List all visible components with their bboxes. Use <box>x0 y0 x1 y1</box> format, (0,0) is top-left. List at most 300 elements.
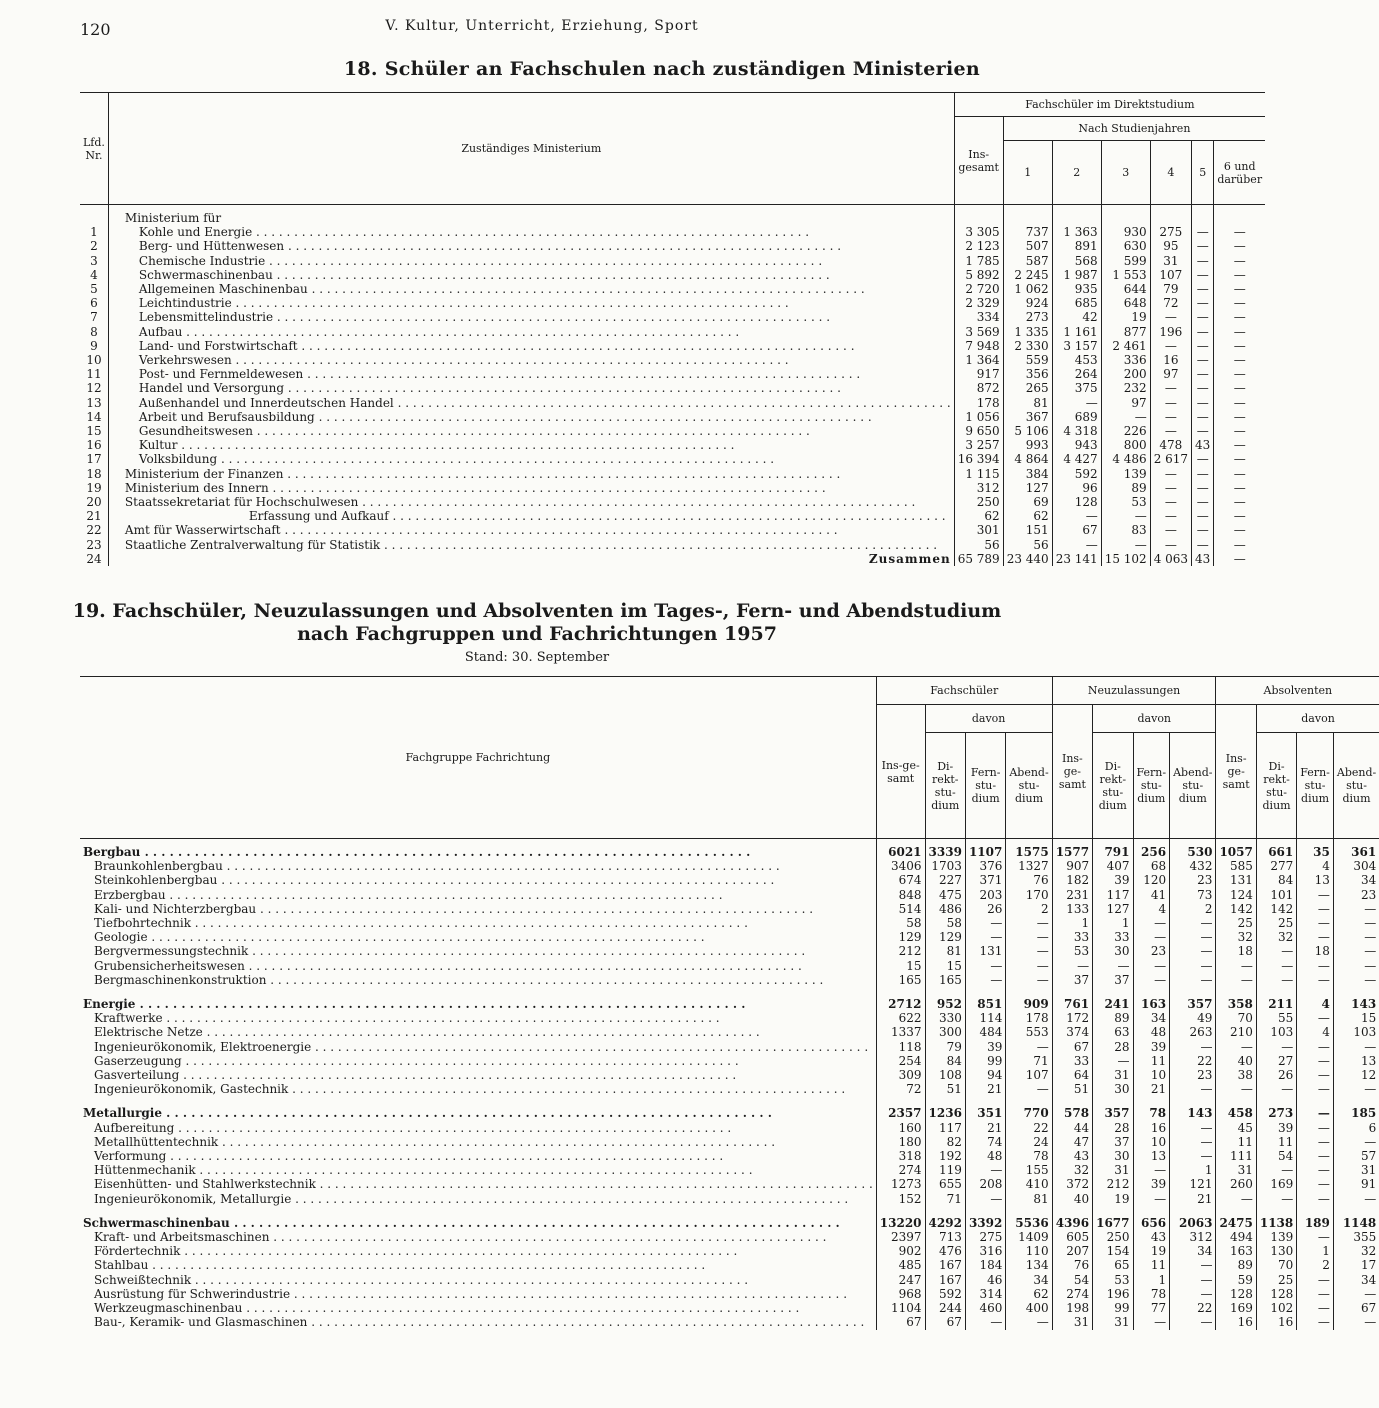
value-cell: 169 <box>1216 1301 1256 1315</box>
value-cell: 68 <box>1133 859 1170 873</box>
row-name: Verformung . . . <box>94 1149 723 1163</box>
value-cell: 34 <box>1170 1244 1216 1258</box>
value-cell: 30 <box>1093 944 1133 958</box>
value-cell: 13 <box>1333 1054 1379 1068</box>
value-cell: 256 <box>1133 839 1170 860</box>
table-row <box>80 873 1379 887</box>
value-cell: — <box>1297 1230 1334 1244</box>
value-cell: — <box>965 1163 1005 1177</box>
value-cell: — <box>1297 930 1334 944</box>
row-name: Ausrüstung für Schwerindustrie . . . <box>94 1287 847 1301</box>
value-cell: — <box>1333 944 1379 958</box>
table-row <box>80 538 1265 552</box>
value-cell: 250 <box>1093 1230 1133 1244</box>
table-row <box>80 296 1265 310</box>
value-cell: — <box>1192 523 1214 537</box>
value-cell: 1148 <box>1333 1206 1379 1230</box>
value-cell: 2 <box>1170 902 1216 916</box>
group-row <box>80 839 1379 860</box>
value-cell: 33 <box>1093 930 1133 944</box>
value-cell: 3 569 <box>954 325 1003 339</box>
value-cell: 1 <box>1133 1273 1170 1287</box>
header-ministry: Zuständiges Ministerium <box>108 93 954 205</box>
value-cell: 432 <box>1170 859 1216 873</box>
value-cell: 10 <box>1133 1135 1170 1149</box>
row-name: Ingenieurökonomik, Metallurgie . . . <box>94 1192 848 1206</box>
value-cell: — <box>1150 410 1191 424</box>
table-row <box>80 438 1265 452</box>
value-cell: 1575 <box>1006 839 1052 860</box>
ministry-label <box>108 353 954 367</box>
value-cell: 170 <box>1006 888 1052 902</box>
value-cell: — <box>1150 467 1191 481</box>
value-cell: 1 364 <box>954 353 1003 367</box>
row-number: 8 <box>90 324 98 339</box>
value-cell: 592 <box>925 1287 965 1301</box>
value-cell: 6021 <box>876 839 925 860</box>
value-cell: — <box>965 930 1005 944</box>
value-cell: — <box>1170 1082 1216 1096</box>
table-row <box>80 452 1265 466</box>
value-cell: 128 <box>1216 1287 1256 1301</box>
value-cell: 99 <box>1093 1301 1133 1315</box>
header-year-5: 5 <box>1192 141 1214 205</box>
value-cell: 5 106 <box>1003 424 1052 438</box>
value-cell: 644 <box>1101 282 1150 296</box>
value-cell: 139 <box>1256 1230 1296 1244</box>
value-cell: 407 <box>1093 859 1133 873</box>
value-cell: 42 <box>1052 310 1101 324</box>
value-cell: 210 <box>1216 1025 1256 1039</box>
value-cell: — <box>1297 1054 1334 1068</box>
value-cell: 358 <box>1216 987 1256 1011</box>
header-lfd: Lfd. Nr. <box>80 93 108 205</box>
ministry-name: Land- und Forstwirtschaft . . . <box>139 339 855 353</box>
value-cell: 70 <box>1256 1258 1296 1272</box>
value-cell: 189 <box>1297 1206 1334 1230</box>
value-cell: 16 <box>1216 1315 1256 1329</box>
value-cell: — <box>1216 959 1256 973</box>
value-cell: 12 <box>1333 1068 1379 1082</box>
value-cell: — <box>1214 481 1265 495</box>
table-row-intro <box>80 205 1265 226</box>
value-cell: 163 <box>1133 987 1170 1011</box>
value-cell: 909 <box>1006 987 1052 1011</box>
value-cell: — <box>1297 959 1334 973</box>
value-cell: 22 <box>1170 1301 1216 1315</box>
value-cell: 460 <box>965 1301 1005 1315</box>
value-cell: 226 <box>1101 424 1150 438</box>
value-cell: 924 <box>1003 296 1052 310</box>
table19-subtitle: Stand: 30. September <box>464 650 610 665</box>
ministry-name: Kohle und Energie . . . <box>139 225 809 239</box>
value-cell: 2712 <box>876 987 925 1011</box>
ministry-label <box>108 396 954 410</box>
ministry-name: Arbeit und Berufsausbildung . . . <box>139 410 872 424</box>
value-cell: 152 <box>876 1192 925 1206</box>
table-row <box>80 254 1265 268</box>
value-cell: 356 <box>1003 367 1052 381</box>
value-cell: 599 <box>1101 254 1150 268</box>
value-cell: 31 <box>1093 1068 1133 1082</box>
value-cell: 4 <box>1133 902 1170 916</box>
fachrichtung-label <box>80 1011 876 1025</box>
value-cell: 1107 <box>965 839 1005 860</box>
ministry-name: Amt für Wasserwirtschaft . . . <box>125 523 838 537</box>
row-name: Gasverteilung . . . <box>94 1068 736 1082</box>
value-cell: 129 <box>925 930 965 944</box>
row-number: 24 <box>86 551 102 566</box>
value-cell: 330 <box>925 1011 965 1025</box>
value-cell: — <box>1256 959 1296 973</box>
value-cell: 263 <box>1170 1025 1216 1039</box>
value-cell: 49 <box>1170 1011 1216 1025</box>
value-cell: 514 <box>876 902 925 916</box>
page-number: 120 <box>80 20 111 39</box>
value-cell: 47 <box>1052 1135 1092 1149</box>
header-abend: Abend-stu-dium <box>1170 733 1216 839</box>
value-cell: 384 <box>1003 467 1052 481</box>
value-cell: 485 <box>876 1258 925 1272</box>
table-row <box>80 1054 1379 1068</box>
value-cell: 31 <box>1093 1163 1133 1177</box>
value-cell: 102 <box>1256 1301 1296 1315</box>
value-cell: 4 063 <box>1150 552 1191 566</box>
value-cell: 1104 <box>876 1301 925 1315</box>
header-insgesamt: Ins-ge-samt <box>1052 705 1092 839</box>
header-year-4: 4 <box>1150 141 1191 205</box>
row-name: Fördertechnik . . . <box>94 1244 737 1258</box>
ministry-label <box>108 254 954 268</box>
fachrichtung-label <box>80 1040 876 1054</box>
value-cell: 11 <box>1216 1135 1256 1149</box>
value-cell: 18 <box>1297 944 1334 958</box>
value-cell: 130 <box>1256 1244 1296 1258</box>
value-cell: 357 <box>1093 1096 1133 1120</box>
value-cell: 34 <box>1006 1273 1052 1287</box>
value-cell: 11 <box>1256 1135 1296 1149</box>
value-cell: 79 <box>1150 282 1191 296</box>
value-cell: 375 <box>1052 381 1101 395</box>
value-cell: 2 617 <box>1150 452 1191 466</box>
value-cell: — <box>1214 438 1265 452</box>
value-cell: 23 <box>1170 873 1216 887</box>
value-cell: 30 <box>1093 1082 1133 1096</box>
value-cell: 196 <box>1093 1287 1133 1301</box>
value-cell: — <box>1333 1287 1379 1301</box>
value-cell: 117 <box>1093 888 1133 902</box>
value-cell: 56 <box>1003 538 1052 552</box>
row-name: Bergvermessungstechnik . . . <box>94 944 805 958</box>
value-cell: 143 <box>1170 1096 1216 1120</box>
value-cell: — <box>1150 523 1191 537</box>
value-cell: — <box>1006 1040 1052 1054</box>
value-cell: 2 <box>1297 1258 1334 1272</box>
ministry-label <box>108 410 954 424</box>
table-row <box>80 1258 1379 1272</box>
value-cell: 1703 <box>925 859 965 873</box>
value-cell: 108 <box>925 1068 965 1082</box>
value-cell: 316 <box>965 1244 1005 1258</box>
value-cell: 81 <box>925 944 965 958</box>
value-cell: 1236 <box>925 1096 965 1120</box>
value-cell: — <box>965 916 1005 930</box>
header-davon: davon <box>1093 705 1216 733</box>
table-row <box>80 1121 1379 1135</box>
value-cell: 127 <box>1003 481 1052 495</box>
value-cell: 184 <box>965 1258 1005 1272</box>
value-cell: 2475 <box>1216 1206 1256 1230</box>
value-cell: 1057 <box>1216 839 1256 860</box>
header-fern: Fern-stu-dium <box>965 733 1005 839</box>
value-cell: 43 <box>1192 438 1214 452</box>
table-row <box>80 1273 1379 1287</box>
value-cell: 19 <box>1101 310 1150 324</box>
row-name: Bergbau . . . <box>83 845 750 859</box>
ministry-name: Chemische Industrie . . . <box>139 254 822 268</box>
value-cell: 165 <box>876 973 925 987</box>
value-cell: 3392 <box>965 1206 1005 1230</box>
value-cell: 167 <box>925 1273 965 1287</box>
value-cell: 44 <box>1052 1121 1092 1135</box>
value-cell: 167 <box>925 1258 965 1272</box>
value-cell: 200 <box>1101 367 1150 381</box>
value-cell: — <box>1052 509 1101 523</box>
value-cell: — <box>1170 973 1216 987</box>
value-cell: 2 330 <box>1003 339 1052 353</box>
value-cell: 120 <box>1133 873 1170 887</box>
header-fern: Fern-stu-dium <box>1297 733 1334 839</box>
value-cell: — <box>1256 944 1296 958</box>
fachrichtung-label <box>80 1287 876 1301</box>
value-cell: 67 <box>1052 523 1101 537</box>
value-cell: 400 <box>1006 1301 1052 1315</box>
value-cell: 274 <box>1052 1287 1092 1301</box>
value-cell: — <box>1192 239 1214 253</box>
value-cell: — <box>1214 495 1265 509</box>
value-cell: 277 <box>1256 859 1296 873</box>
value-cell: — <box>1214 552 1265 566</box>
ministry-label <box>108 239 954 253</box>
value-cell: 114 <box>965 1011 1005 1025</box>
fachgruppe-label <box>80 1206 876 1230</box>
value-cell: 131 <box>1216 873 1256 887</box>
value-cell: — <box>1214 381 1265 395</box>
fachrichtung-label <box>80 1163 876 1177</box>
ministry-name: Staatssekretariat für Hochschulwesen . . . <box>125 495 915 509</box>
ministry-name: Ministerium der Finanzen . . . <box>125 467 840 481</box>
value-cell: 110 <box>1006 1244 1052 1258</box>
value-cell: — <box>1150 509 1191 523</box>
value-cell: 151 <box>1003 523 1052 537</box>
header-year-3: 3 <box>1101 141 1150 205</box>
value-cell: 30 <box>1093 1149 1133 1163</box>
value-cell: 1 <box>1297 1244 1334 1258</box>
value-cell: 25 <box>1216 916 1256 930</box>
value-cell: — <box>1256 1192 1296 1206</box>
ministry-label <box>108 424 954 438</box>
value-cell: 32 <box>1333 1244 1379 1258</box>
value-cell: 312 <box>954 481 1003 495</box>
value-cell: 53 <box>1052 944 1092 958</box>
value-cell: 67 <box>1333 1301 1379 1315</box>
value-cell: 26 <box>1256 1068 1296 1082</box>
row-number: 2 <box>90 239 98 254</box>
header-studienjahre: Nach Studienjahren <box>1003 117 1265 141</box>
value-cell: 34 <box>1333 873 1379 887</box>
value-cell: — <box>1297 1163 1334 1177</box>
value-cell: 45 <box>1216 1121 1256 1135</box>
value-cell: 917 <box>954 367 1003 381</box>
value-cell: 872 <box>954 381 1003 395</box>
value-cell: 57 <box>1333 1149 1379 1163</box>
value-cell: 203 <box>965 888 1005 902</box>
value-cell: 180 <box>876 1135 925 1149</box>
value-cell: 142 <box>1216 902 1256 916</box>
value-cell: 475 <box>925 888 965 902</box>
value-cell: 371 <box>965 873 1005 887</box>
fachrichtung-label <box>80 1177 876 1191</box>
fachrichtung-label <box>80 888 876 902</box>
value-cell: 4 427 <box>1052 452 1101 466</box>
value-cell: — <box>1133 973 1170 987</box>
value-cell: — <box>1214 268 1265 282</box>
value-cell: — <box>1297 1192 1334 1206</box>
value-cell: 5536 <box>1006 1206 1052 1230</box>
table-row <box>80 1149 1379 1163</box>
ministry-label <box>108 339 954 353</box>
value-cell: — <box>1150 495 1191 509</box>
value-cell: 103 <box>1256 1025 1296 1039</box>
table-row <box>80 481 1265 495</box>
value-cell: — <box>1170 1273 1216 1287</box>
value-cell: 374 <box>1052 1025 1092 1039</box>
ministry-label <box>108 225 954 239</box>
row-name: Elektrische Netze . . . <box>94 1025 760 1039</box>
value-cell: 578 <box>1052 1096 1092 1120</box>
value-cell: 103 <box>1333 1025 1379 1039</box>
table-row <box>80 1301 1379 1315</box>
value-cell: — <box>1214 225 1265 239</box>
table-row <box>80 353 1265 367</box>
header-abend: Abend-stu-dium <box>1333 733 1379 839</box>
ministry-name: Leichtindustrie . . . <box>139 296 789 310</box>
row-number: 19 <box>86 480 102 495</box>
value-cell: 661 <box>1256 839 1296 860</box>
value-cell: 38 <box>1216 1068 1256 1082</box>
value-cell: 274 <box>876 1163 925 1177</box>
value-cell: 1 <box>1170 1163 1216 1177</box>
row-number: 7 <box>90 310 98 325</box>
value-cell: — <box>1192 225 1214 239</box>
value-cell: 585 <box>1216 859 1256 873</box>
ministry-name: Volksbildung . . . <box>139 452 774 466</box>
ministry-name: Erfassung und Aufkauf . . . <box>249 509 946 523</box>
value-cell: — <box>1297 1135 1334 1149</box>
value-cell: 59 <box>1216 1273 1256 1287</box>
value-cell: — <box>1133 916 1170 930</box>
table-row <box>80 282 1265 296</box>
value-cell: 23 141 <box>1052 552 1101 566</box>
value-cell: 40 <box>1216 1054 1256 1068</box>
value-cell: 713 <box>925 1230 965 1244</box>
value-cell: — <box>1133 1315 1170 1329</box>
value-cell: — <box>1297 902 1334 916</box>
value-cell: 2357 <box>876 1096 925 1120</box>
fachrichtung-label <box>80 1244 876 1258</box>
value-cell: — <box>1297 1068 1334 1082</box>
row-number: 14 <box>86 409 102 424</box>
value-cell: 101 <box>1256 888 1296 902</box>
table-row <box>80 495 1265 509</box>
value-cell: — <box>1192 268 1214 282</box>
value-cell: — <box>1093 959 1133 973</box>
value-cell: — <box>1052 959 1092 973</box>
value-cell: 674 <box>876 873 925 887</box>
value-cell: 260 <box>1216 1177 1256 1191</box>
value-cell: 37 <box>1093 1135 1133 1149</box>
value-cell: 1 987 <box>1052 268 1101 282</box>
table-row <box>80 310 1265 324</box>
value-cell: — <box>1297 973 1334 987</box>
fachrichtung-label <box>80 1230 876 1244</box>
value-cell: 51 <box>1052 1082 1092 1096</box>
value-cell: 1 056 <box>954 410 1003 424</box>
value-cell: 165 <box>925 973 965 987</box>
value-cell: — <box>1333 1315 1379 1329</box>
fachrichtung-label <box>80 1258 876 1272</box>
value-cell: 43 <box>1192 552 1214 566</box>
value-cell: 32 <box>1052 1163 1092 1177</box>
value-cell: 32 <box>1216 930 1256 944</box>
ministry-label <box>108 325 954 339</box>
value-cell: 69 <box>1003 495 1052 509</box>
value-cell: — <box>1192 325 1214 339</box>
value-cell: — <box>1170 944 1216 958</box>
value-cell: 3339 <box>925 839 965 860</box>
empty-cell <box>1214 205 1265 226</box>
fachrichtung-label <box>80 1301 876 1315</box>
table-row <box>80 467 1265 481</box>
fachrichtung-label <box>80 973 876 987</box>
value-cell: — <box>1214 509 1265 523</box>
value-cell: 56 <box>954 538 1003 552</box>
value-cell: — <box>1150 424 1191 438</box>
value-cell: 3 305 <box>954 225 1003 239</box>
table-row <box>80 1192 1379 1206</box>
value-cell: 23 <box>1333 888 1379 902</box>
value-cell: 231 <box>1052 888 1092 902</box>
value-cell: — <box>1333 959 1379 973</box>
value-cell: 89 <box>1101 481 1150 495</box>
value-cell: 67 <box>925 1315 965 1329</box>
value-cell: — <box>1333 1135 1379 1149</box>
ministry-name: Verkehrswesen . . . <box>139 353 789 367</box>
table-row <box>80 509 1265 523</box>
value-cell: — <box>1256 1163 1296 1177</box>
value-cell: 301 <box>954 523 1003 537</box>
value-cell: 39 <box>1256 1121 1296 1135</box>
value-cell: 26 <box>965 902 1005 916</box>
value-cell: 39 <box>1133 1177 1170 1191</box>
value-cell: 155 <box>1006 1163 1052 1177</box>
header-year-2: 2 <box>1052 141 1101 205</box>
value-cell: 97 <box>1150 367 1191 381</box>
value-cell: 902 <box>876 1244 925 1258</box>
value-cell: 54 <box>1052 1273 1092 1287</box>
value-cell: 484 <box>965 1025 1005 1039</box>
value-cell: 656 <box>1133 1206 1170 1230</box>
